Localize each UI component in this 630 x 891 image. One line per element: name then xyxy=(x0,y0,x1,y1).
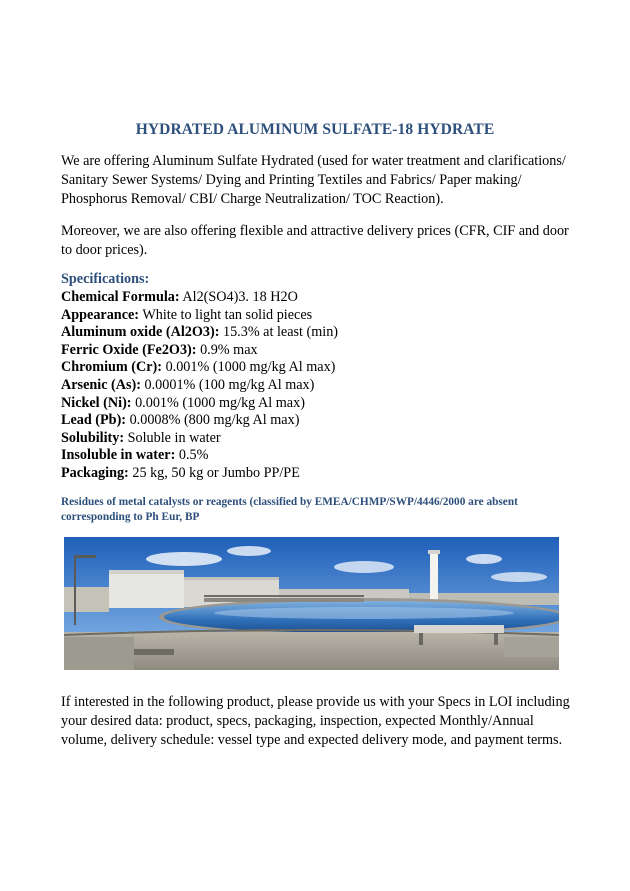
spec-item xyxy=(61,289,571,307)
spec-label: Insoluble in water: xyxy=(61,447,176,464)
spec-item xyxy=(61,324,571,342)
spec-label: Ferric Oxide (Fe2O3): xyxy=(61,341,197,358)
spec-label: Packaging: xyxy=(61,464,129,481)
spec-value: White to light tan solid pieces xyxy=(142,306,313,323)
spec-item xyxy=(61,447,571,465)
spec-item xyxy=(61,342,571,360)
spec-item xyxy=(61,307,571,325)
water-treatment-plant-photo xyxy=(64,537,559,670)
delivery-paragraph: Moreover, we are also offering flexible and attractive delivery prices (CFR, CIF and door to door prices). xyxy=(61,223,569,258)
spec-value: 0.5% xyxy=(178,447,209,464)
spec-item xyxy=(61,395,571,413)
spec-value: Al2(SO4)3. 18 H2O xyxy=(182,289,298,305)
spec-label: Chemical Formula: xyxy=(61,289,180,305)
spec-value: 0.001% (1000 mg/kg Al max) xyxy=(135,394,305,411)
intro-paragraph: We are offering Aluminum Sulfate Hydrated (used for water treatment and clarifications/ Sanitary Sewer Systems/ Dying and Printing Textiles and Fabrics/ Paper making/ Phosphorus Removal/ CBI/ Charge Neutralization/ TOC Reaction). xyxy=(61,153,566,207)
spec-value: 0.0001% (100 mg/kg Al max) xyxy=(144,376,315,393)
specifications-list xyxy=(61,289,571,483)
spec-label: Chromium (Cr): xyxy=(61,359,163,376)
spec-label: Appearance: xyxy=(61,306,140,323)
spec-label: Lead (Pb): xyxy=(61,412,127,429)
spec-label: Aluminum oxide (Al2O3): xyxy=(61,324,220,341)
spec-value: 0.0008% (800 mg/kg Al max) xyxy=(129,412,300,429)
spec-item xyxy=(61,359,571,377)
spec-item xyxy=(61,465,571,483)
spec-value: 15.3% at least (min) xyxy=(222,324,339,341)
spec-label: Nickel (Ni): xyxy=(61,394,132,411)
spec-value: 0.001% (1000 mg/kg Al max) xyxy=(165,359,336,376)
spec-label: Arsenic (As): xyxy=(61,376,141,393)
spec-label: Solubility: xyxy=(61,429,125,446)
spec-item xyxy=(61,412,571,430)
specifications-heading: Specifications: xyxy=(61,271,150,287)
spec-item xyxy=(61,377,571,395)
spec-value: 25 kg, 50 kg or Jumbo PP/PE xyxy=(132,464,300,481)
spec-value: 0.9% max xyxy=(200,341,258,358)
spec-item xyxy=(61,430,571,448)
spec-value: Soluble in water xyxy=(127,429,221,446)
closing-paragraph: If interested in the following product, please provide us with your Specs in LOI including your desired data: product, specs, packaging, inspection, expected Monthly/Annual volume, delivery schedule: vessel type and expected delivery mode, and payment terms. xyxy=(61,694,570,748)
page-title: HYDRATED ALUMINUM SULFATE-18 HYDRATE xyxy=(135,121,495,138)
residues-note: Residues of metal catalysts or reagents (classified by EMEA/CHMP/SWP/4446/2000 are absent corresponding to Ph Eur, BP xyxy=(61,496,518,523)
